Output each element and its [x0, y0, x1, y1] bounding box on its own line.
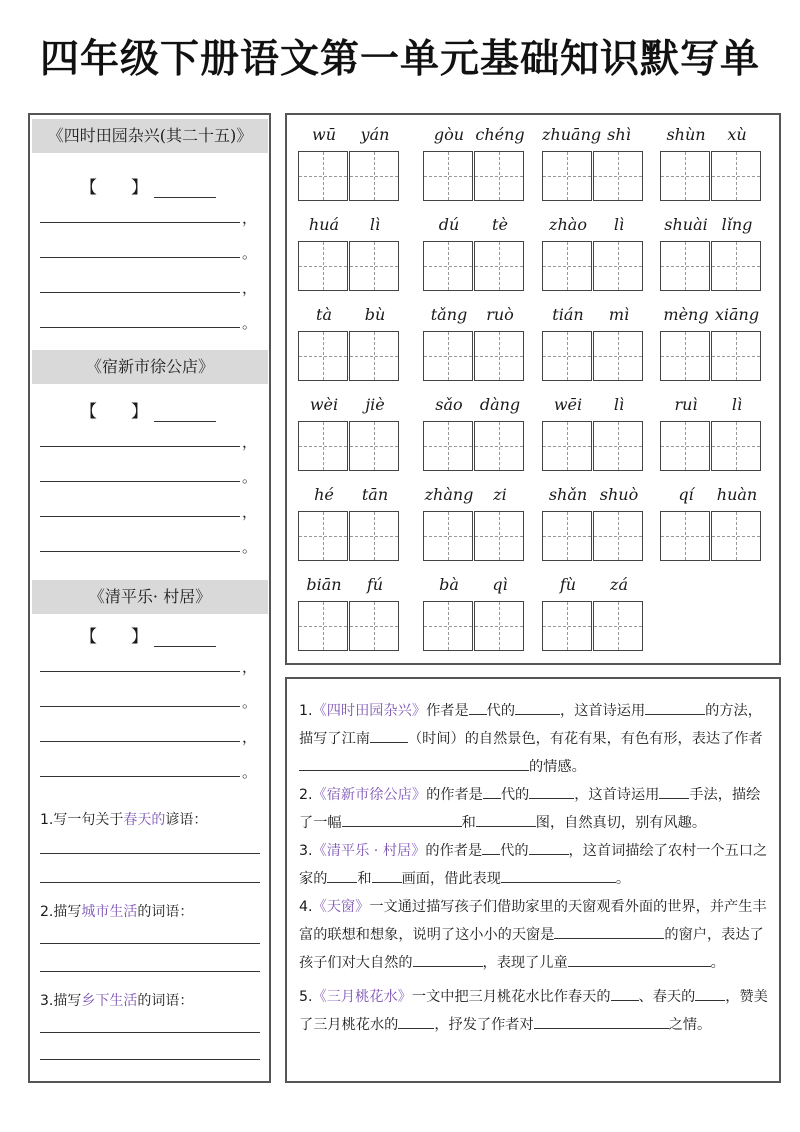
- pinyin-label: shuài: [664, 215, 708, 234]
- pinyin-label: lǐng: [721, 215, 753, 234]
- character-writing-box[interactable]: [474, 151, 524, 201]
- pinyin-writing-panel: [285, 113, 781, 665]
- pinyin-label: dàng: [479, 395, 521, 414]
- character-writing-box[interactable]: [423, 601, 473, 651]
- pinyin-label: shì: [607, 125, 631, 144]
- character-writing-box[interactable]: [542, 241, 592, 291]
- pinyin-label: wū: [312, 125, 336, 144]
- pinyin-label: lì: [731, 395, 743, 414]
- blank[interactable]: [469, 699, 487, 715]
- pinyin-label: shuò: [599, 485, 639, 504]
- character-writing-box[interactable]: [298, 151, 348, 201]
- character-writing-box[interactable]: [711, 421, 761, 471]
- blank[interactable]: [529, 783, 574, 799]
- blank[interactable]: [483, 783, 501, 799]
- author-bracket-1[interactable]: 【 】: [80, 173, 216, 198]
- pinyin-label: gòu: [433, 125, 465, 144]
- blank[interactable]: [645, 699, 705, 715]
- question-country-words: 3.描写乡下生活的词语：: [40, 993, 194, 1009]
- character-writing-box[interactable]: [298, 601, 348, 651]
- pinyin-label: shùn: [666, 125, 706, 144]
- blank[interactable]: [482, 839, 500, 855]
- character-writing-box[interactable]: [423, 151, 473, 201]
- blank[interactable]: [413, 951, 483, 967]
- fill-question-1: 1.《四时田园杂兴》作者是 代的 ，这首诗运用 的方法，描写了江南 （时间）的自然景色，有花有果，有色有形，表达了作者的情感。: [299, 697, 769, 781]
- character-writing-box[interactable]: [711, 511, 761, 561]
- pinyin-label: lì: [369, 215, 381, 234]
- character-writing-box[interactable]: [298, 241, 348, 291]
- poem-line[interactable]: ，: [40, 722, 240, 742]
- poem-line[interactable]: ，: [40, 652, 240, 672]
- character-writing-box[interactable]: [423, 331, 473, 381]
- poem-line[interactable]: 。: [40, 757, 240, 777]
- pinyin-label: bà: [439, 575, 459, 594]
- pinyin-label: shǎn: [548, 485, 588, 504]
- pinyin-label: tián: [552, 305, 584, 324]
- answer-line[interactable]: [40, 853, 260, 854]
- pinyin-label: tǎng: [430, 305, 468, 324]
- character-writing-box[interactable]: [349, 421, 399, 471]
- fill-question-3: 3.《清平乐 · 村居》的作者是 代的 ，这首词描绘了农村一个五口之家的 和 画面，借此表现 。: [299, 837, 769, 893]
- author-bracket-3[interactable]: 【 】: [80, 622, 216, 647]
- blank[interactable]: [554, 923, 664, 939]
- pinyin-label: chéng: [475, 125, 525, 144]
- pinyin-label: hé: [314, 485, 334, 504]
- poem-line[interactable]: 。: [40, 462, 240, 482]
- page-title: 四年级下册语文第一单元基础知识默写单: [39, 37, 760, 82]
- pinyin-label: yán: [360, 125, 390, 144]
- pinyin-label: xiāng: [714, 305, 760, 324]
- character-writing-box[interactable]: [542, 511, 592, 561]
- fill-question-2: 2.《宿新市徐公店》的作者是 代的 ，这首诗运用 手法，描绘了一幅 和 图，自然真切，别有风趣。: [299, 781, 769, 837]
- pinyin-label: wēi: [553, 395, 583, 414]
- poem-recitation-panel: [28, 113, 271, 1083]
- pinyin-label: zhuāng: [542, 125, 602, 144]
- blank[interactable]: [695, 985, 725, 1001]
- answer-line[interactable]: [40, 882, 260, 883]
- pinyin-label: ruì: [674, 395, 698, 414]
- character-writing-box[interactable]: [298, 421, 348, 471]
- blank[interactable]: [501, 867, 616, 883]
- character-writing-box[interactable]: [542, 601, 592, 651]
- character-writing-box[interactable]: [474, 421, 524, 471]
- blank[interactable]: [534, 1013, 669, 1029]
- blank[interactable]: [476, 811, 536, 827]
- poem-line[interactable]: 。: [40, 238, 240, 258]
- question-city-words: 2.描写城市生活的词语：: [40, 904, 194, 920]
- character-writing-box[interactable]: [474, 331, 524, 381]
- character-writing-box[interactable]: [593, 421, 643, 471]
- pinyin-label: wèi: [309, 395, 339, 414]
- fill-question-5: 5.《三月桃花水》一文中把三月桃花水比作春天的 、春天的 ，赞美了三月桃花水的 ，抒发了作者对 之情。: [299, 983, 769, 1039]
- blank[interactable]: [529, 839, 569, 855]
- poem-line[interactable]: 。: [40, 687, 240, 707]
- character-writing-box[interactable]: [349, 511, 399, 561]
- blank[interactable]: [568, 951, 616, 967]
- blank[interactable]: [327, 867, 357, 883]
- poem-line[interactable]: ，: [40, 273, 240, 293]
- poem-title-3: 《清平乐· 村居》: [32, 580, 268, 614]
- pinyin-label: zi: [493, 485, 507, 504]
- blank[interactable]: [372, 867, 402, 883]
- blank[interactable]: [616, 951, 711, 967]
- character-writing-box[interactable]: [660, 331, 710, 381]
- pinyin-label: fù: [559, 575, 577, 594]
- pinyin-label: lì: [613, 395, 625, 414]
- blank[interactable]: [342, 811, 462, 827]
- character-writing-box[interactable]: [593, 151, 643, 201]
- blank[interactable]: [370, 727, 408, 743]
- character-writing-box[interactable]: [593, 511, 643, 561]
- answer-line[interactable]: [40, 1032, 260, 1033]
- author-bracket-2[interactable]: 【 】: [80, 397, 216, 422]
- pinyin-label: tān: [361, 485, 389, 504]
- pinyin-label: fú: [366, 575, 384, 594]
- character-writing-box[interactable]: [474, 601, 524, 651]
- character-writing-box[interactable]: [711, 331, 761, 381]
- pinyin-label: qì: [492, 575, 508, 594]
- character-writing-box[interactable]: [298, 331, 348, 381]
- character-writing-box[interactable]: [423, 421, 473, 471]
- pinyin-label: tè: [492, 215, 508, 234]
- pinyin-label: dú: [438, 215, 460, 234]
- blank[interactable]: [299, 755, 529, 771]
- blank[interactable]: [398, 1013, 434, 1029]
- pinyin-label: zhào: [549, 215, 587, 234]
- pinyin-label: huá: [308, 215, 340, 234]
- character-writing-box[interactable]: [660, 151, 710, 201]
- character-writing-box[interactable]: [474, 511, 524, 561]
- poem-line[interactable]: ，: [40, 497, 240, 517]
- pinyin-label: zhàng: [424, 485, 474, 504]
- character-writing-box[interactable]: [349, 331, 399, 381]
- character-writing-box[interactable]: [711, 241, 761, 291]
- character-writing-box[interactable]: [593, 331, 643, 381]
- blank[interactable]: [515, 699, 560, 715]
- pinyin-label: lì: [613, 215, 625, 234]
- question-proverb: 1.写一句关于春天的谚语：: [40, 812, 208, 828]
- character-writing-box[interactable]: [660, 511, 710, 561]
- poem-line[interactable]: 。: [40, 532, 240, 552]
- pinyin-label: mì: [608, 305, 630, 324]
- poem-title-2: 《宿新市徐公店》: [32, 350, 268, 384]
- character-writing-box[interactable]: [593, 601, 643, 651]
- character-writing-box[interactable]: [349, 151, 399, 201]
- character-writing-box[interactable]: [349, 241, 399, 291]
- character-writing-box[interactable]: [349, 601, 399, 651]
- poem-title-1: 《四时田园杂兴(其二十五)》: [32, 119, 268, 153]
- character-writing-box[interactable]: [298, 511, 348, 561]
- poem-line[interactable]: ，: [40, 427, 240, 447]
- pinyin-label: bù: [364, 305, 386, 324]
- pinyin-label: xù: [727, 125, 747, 144]
- character-writing-box[interactable]: [474, 241, 524, 291]
- character-writing-box[interactable]: [660, 421, 710, 471]
- character-writing-box[interactable]: [542, 151, 592, 201]
- answer-line[interactable]: [40, 943, 260, 944]
- pinyin-label: biān: [306, 575, 342, 594]
- poem-line[interactable]: 。: [40, 308, 240, 328]
- pinyin-label: jiè: [365, 395, 385, 414]
- pinyin-label: mèng: [663, 305, 709, 324]
- answer-line[interactable]: [40, 1059, 260, 1060]
- character-writing-box[interactable]: [542, 331, 592, 381]
- fill-question-4: 4.《天窗》一文通过描写孩子们借助家里的天窗观看外面的世界，并产生丰富的联想和想象，说明了这小小的天窗是 的窗户，表达了孩子们对大自然的 ，表现了儿童 。: [299, 899, 767, 971]
- fill-in-panel: [285, 677, 781, 1083]
- character-writing-box[interactable]: [542, 421, 592, 471]
- pinyin-label: huàn: [716, 485, 758, 504]
- pinyin-label: tà: [316, 305, 332, 324]
- character-writing-box[interactable]: [711, 151, 761, 201]
- blank[interactable]: [611, 985, 639, 1001]
- pinyin-label: sǎo: [435, 395, 463, 414]
- character-writing-box[interactable]: [423, 241, 473, 291]
- character-writing-box[interactable]: [660, 241, 710, 291]
- poem-line[interactable]: ，: [40, 203, 240, 223]
- blank[interactable]: [659, 783, 689, 799]
- pinyin-label: zá: [610, 575, 628, 594]
- answer-line[interactable]: [40, 971, 260, 972]
- character-writing-box[interactable]: [423, 511, 473, 561]
- character-writing-box[interactable]: [593, 241, 643, 291]
- pinyin-label: ruò: [486, 305, 514, 324]
- pinyin-label: qí: [678, 485, 694, 504]
